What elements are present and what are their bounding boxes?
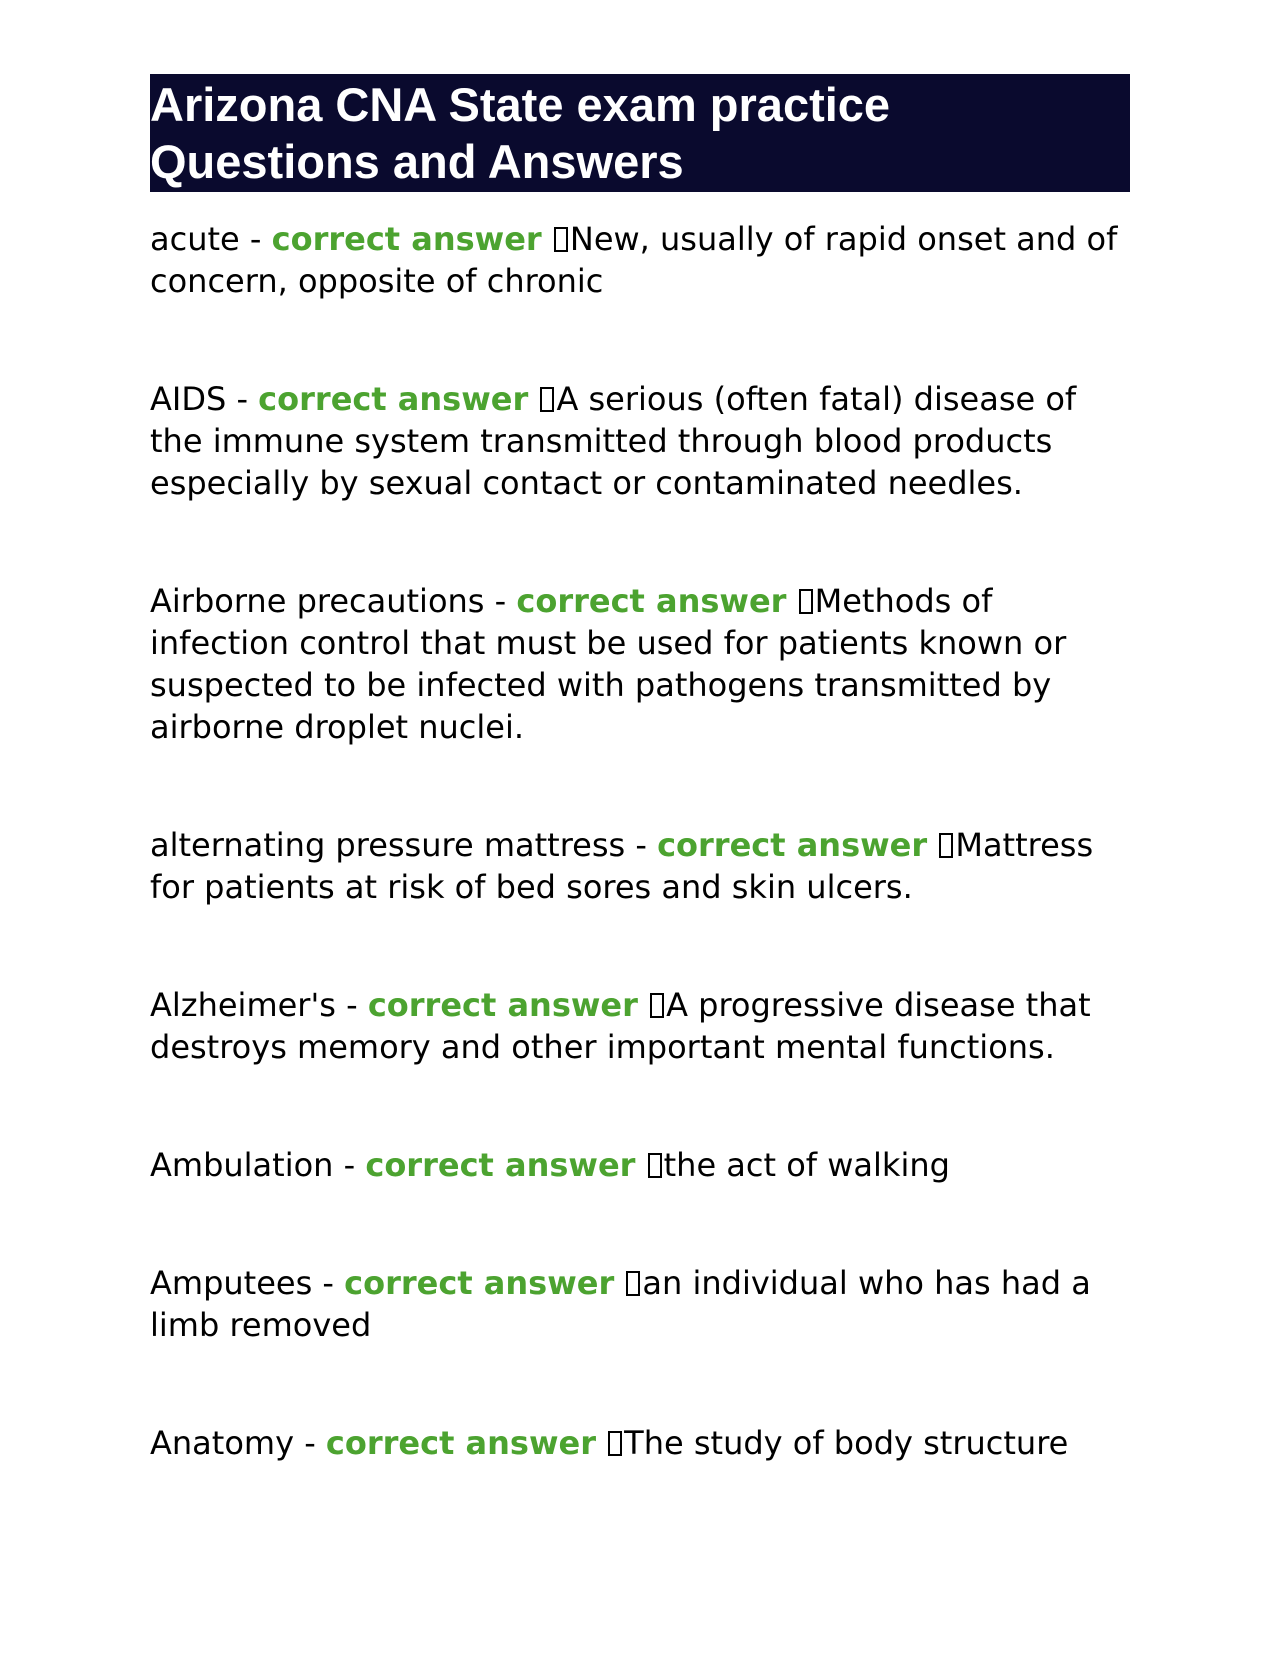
- missing-glyph-box-icon: [540, 387, 554, 412]
- entry-separator: -: [333, 1146, 366, 1184]
- missing-glyph-box-icon: [648, 1153, 662, 1178]
- entry-definition: New, usually of rapid onset and of concern, opposite of chronic: [150, 220, 1118, 300]
- entry-definition: A progressive disease that destroys memory and other important mental functions.: [150, 986, 1091, 1066]
- missing-glyph-box-icon: [939, 833, 953, 858]
- list-item: [150, 984, 1130, 1068]
- entry-definition: Mattress for patients at risk of bed sores and skin ulcers.: [150, 826, 1094, 906]
- missing-glyph-box-icon: [608, 1431, 622, 1456]
- list-item: [150, 378, 1130, 504]
- answer-label: correct answer: [367, 986, 638, 1024]
- entry-term: Anatomy: [150, 1424, 295, 1462]
- list-item: [150, 218, 1130, 302]
- answer-label: correct answer: [325, 1424, 596, 1462]
- document-page: [150, 74, 1130, 1540]
- answer-label: correct answer: [271, 220, 542, 258]
- missing-glyph-box-icon: [554, 227, 568, 252]
- entry-list: [150, 218, 1130, 1464]
- entry-term: Amputees: [150, 1264, 313, 1302]
- entry-separator: -: [294, 1424, 326, 1462]
- document-title: Arizona CNA State exam practice Questions and Answers: [150, 74, 1130, 192]
- entry-term: Airborne precautions: [150, 582, 485, 620]
- entry-term: AIDS: [150, 380, 227, 418]
- entry-definition: the act of walking: [663, 1146, 950, 1184]
- entry-separator: -: [484, 582, 517, 620]
- answer-label: correct answer: [258, 380, 529, 418]
- entry-definition: A serious (often fatal) disease of the immune system transmitted through blood products especially by sexual contact or contaminated needles.: [150, 380, 1077, 502]
- entry-separator: -: [312, 1264, 345, 1302]
- answer-label: correct answer: [516, 582, 787, 620]
- missing-glyph-box-icon: [626, 1271, 640, 1296]
- entry-definition: an individual who has had a limb removed: [150, 1264, 1091, 1344]
- missing-glyph-box-icon: [650, 993, 664, 1018]
- missing-glyph-box-icon: [799, 589, 813, 614]
- entry-term: Ambulation: [150, 1146, 334, 1184]
- list-item: [150, 1422, 1130, 1464]
- list-item: [150, 580, 1130, 748]
- entry-term: acute: [150, 220, 240, 258]
- entry-separator: -: [226, 380, 259, 418]
- answer-label: correct answer: [344, 1264, 615, 1302]
- entry-definition: The study of body structure: [624, 1424, 1069, 1462]
- answer-label: correct answer: [657, 826, 928, 864]
- answer-label: correct answer: [365, 1146, 636, 1184]
- entry-separator: -: [239, 220, 272, 258]
- entry-separator: -: [625, 826, 658, 864]
- entry-definition: Methods of infection control that must be used for patients known or suspected to be infected with pathogens transmitted by airborne droplet nuclei.: [150, 582, 1067, 746]
- list-item: [150, 1144, 1130, 1186]
- list-item: [150, 824, 1130, 908]
- list-item: [150, 1262, 1130, 1346]
- entry-term: Alzheimer's: [150, 986, 336, 1024]
- entry-separator: -: [335, 986, 368, 1024]
- entry-term: alternating pressure mattress: [150, 826, 626, 864]
